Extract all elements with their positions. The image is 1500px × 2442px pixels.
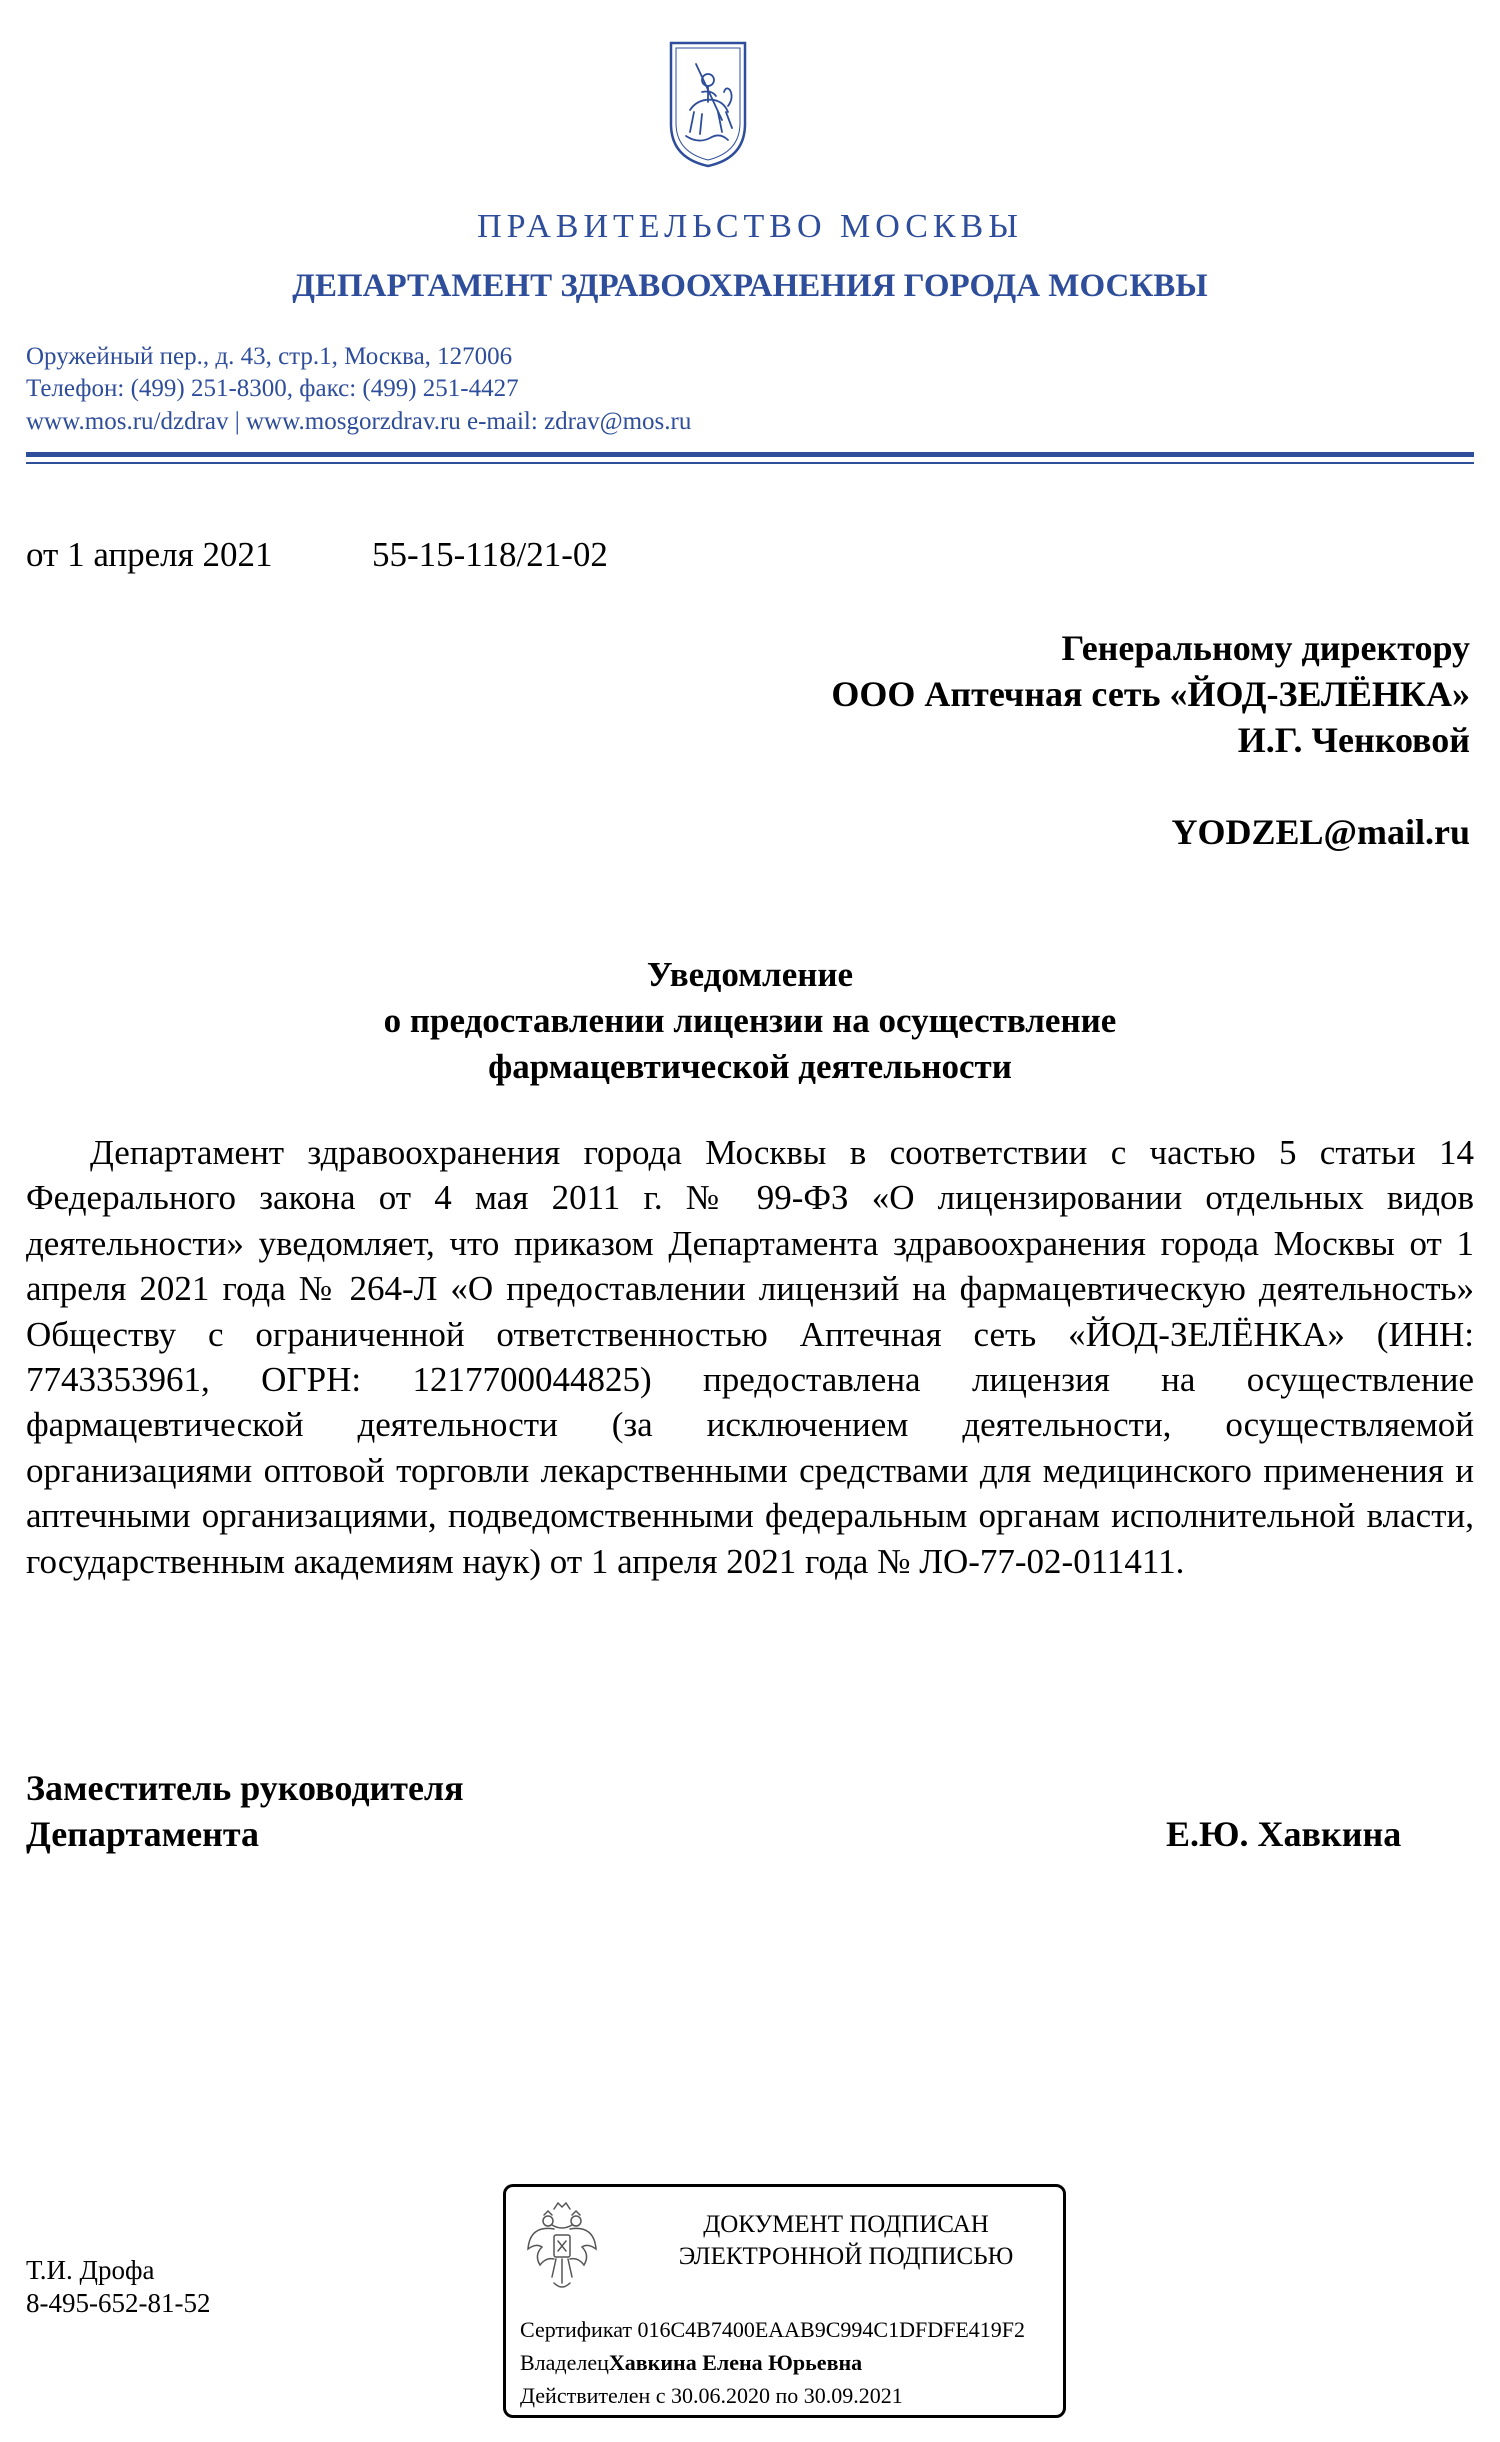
signatory-title-line-1: Заместитель руководителя	[26, 1768, 464, 1808]
moscow-coat-of-arms-icon	[668, 40, 748, 168]
registration-date: от 1 апреля 2021	[26, 535, 273, 574]
stamp-certificate-label: Сертификат	[520, 2317, 632, 2342]
department-web: www.mos.ru/dzdrav | www.mosgorzdrav.ru e-mail: zdrav@mos.ru	[26, 408, 692, 435]
signatory-title-line-2: Департамента	[26, 1814, 259, 1854]
title-line-2: о предоставлении лицензии на осуществление	[383, 1001, 1117, 1040]
department-phone: Телефон: (499) 251-8300, факс: (499) 251-4427	[26, 375, 519, 402]
department-name: ДЕПАРТАМЕНТ ЗДРАВООХРАНЕНИЯ ГОРОДА МОСКВЫ	[292, 268, 1208, 304]
signatory-title	[26, 1765, 464, 1857]
department-address: Оружейный пер., д. 43, стр.1, Москва, 127006	[26, 343, 513, 370]
header-divider-thick	[26, 452, 1474, 457]
header-divider-thin	[26, 462, 1474, 464]
stamp-certificate	[520, 2317, 1025, 2343]
stamp-owner-label: Владелец	[520, 2350, 609, 2375]
addressee-name: И.Г. Ченковой	[1237, 720, 1470, 760]
stamp-owner	[520, 2350, 862, 2376]
addressee-position: Генеральному директору	[1061, 628, 1470, 668]
body-paragraph: Департамент здравоохранения города Москвы в соответствии с частью 5 статьи 14 Федерального закона от 4 мая 2011 г. № 99-ФЗ «О лицензировании отдельных видов деятельности» уведомляет, что приказом Департамента здравоохранения города Москвы от 1 апреля 2021 года № 264-Л «О предоставлении лицензий на фармацевтическую деятельность» Обществу с ограниченной ответственностью Аптечная сеть «ЙОД-ЗЕЛЁНКА» (ИНН: 7743353961, ОГРН: 1217700044825) предоставлена лицензия на осуществление фармацевтической деятельности (за исключением деятельности, осуществляемой организациями оптовой торговли лекарственными средствами для медицинского применения и аптечными организациями, подведомственными федеральным органам исполнительной власти, государственным академиям наук) от 1 апреля 2021 года № ЛО-77-02-011411.	[26, 1133, 1474, 1581]
executor-phone: 8-495-652-81-52	[26, 2288, 211, 2318]
electronic-signature-stamp	[503, 2184, 1066, 2418]
stamp-title-line-2: ЭЛЕКТРОННОЙ ПОДПИСЬЮ	[678, 2243, 1014, 2270]
document-body	[26, 1130, 1474, 1584]
government-name: ПРАВИТЕЛЬСТВО МОСКВЫ	[477, 208, 1023, 245]
russian-double-headed-eagle-icon	[524, 2201, 600, 2293]
executor-contact	[26, 2254, 210, 2320]
signatory-name: Е.Ю. Хавкина	[1166, 1814, 1402, 1854]
stamp-owner-name: Хавкина Елена Юрьевна	[608, 2350, 863, 2375]
title-line-1: Уведомление	[646, 955, 854, 994]
stamp-title-line-1: ДОКУМЕНТ ПОДПИСАН	[703, 2211, 989, 2238]
addressee-email: YODZEL@mail.ru	[1171, 812, 1470, 852]
registration-number: 55-15-118/21-02	[372, 535, 608, 574]
title-line-3: фармацевтической деятельности	[488, 1047, 1012, 1086]
addressee-block	[831, 625, 1470, 855]
document-title	[0, 952, 1500, 1090]
addressee-organization: ООО Аптечная сеть «ЙОД-ЗЕЛЁНКА»	[831, 674, 1470, 714]
stamp-validity: Действителен с 30.06.2020 по 30.09.2021	[520, 2383, 903, 2408]
stamp-certificate-number: 016C4B7400EAAB9C994C1DFDFE419F2	[637, 2317, 1026, 2342]
executor-name: Т.И. Дрофа	[26, 2255, 155, 2285]
